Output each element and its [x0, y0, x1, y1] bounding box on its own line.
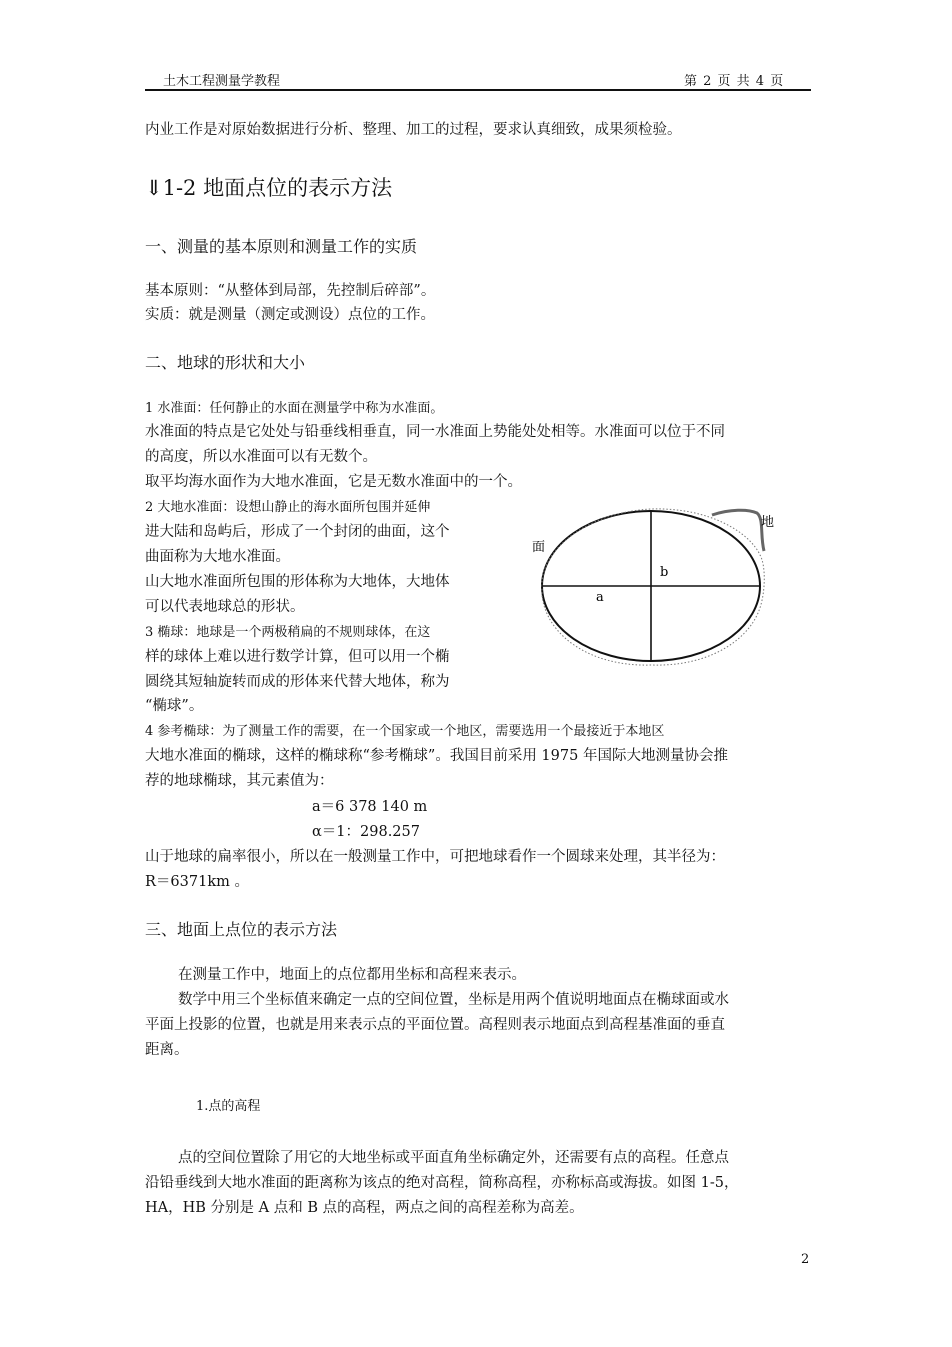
header-page-info: 第 2 页 共 4 页 — [684, 74, 785, 89]
s2-line-7: 曲面称为大地水准面。 — [145, 549, 290, 565]
s2-line-13: “椭球”。 — [145, 698, 204, 714]
formula-a: a＝6 378 140 m — [312, 799, 428, 815]
header-title: 土木工程测量学教程 — [163, 74, 281, 89]
s3-subheading: 1.点的高程 — [196, 1099, 261, 1114]
s2-line-3: 的高度，所以水准面可以有无数个。 — [145, 449, 377, 465]
s1-essence: 实质：就是测量（测定或测设）点位的工作。 — [145, 307, 435, 323]
s2-line-1: 1 水准面：任何静止的水面在测量学中称为水准面。 — [145, 401, 444, 416]
s2-line-11: 样的球体上难以进行数学计算，但可以用一个椭 — [145, 649, 450, 665]
formula-alpha: α＝1：298.257 — [312, 824, 420, 840]
header-rule — [145, 89, 811, 91]
label-a: a — [596, 590, 604, 605]
label-mian: 面 — [532, 540, 546, 555]
s2-line-4: 取平均海水面作为大地水准面，它是无数水准面中的一个。 — [145, 474, 522, 490]
s2-line-9: 可以代表地球总的形状。 — [145, 599, 305, 615]
s3-para-3c: HA，HB 分别是 A 点和 B 点的高程，两点之间的高程差称为高差。 — [145, 1200, 584, 1216]
s2-line-12: 圆绕其短轴旋转而成的形体来代替大地体，称为 — [145, 674, 450, 690]
s3-para-3b: 沿铅垂线到大地水准面的距离称为该点的绝对高程，简称高程，亦称标高或海拔。如图 1-5， — [145, 1175, 739, 1191]
s3-para-2c: 距离。 — [145, 1042, 189, 1058]
s3-para-1: 在测量工作中，地面上的点位都用坐标和高程来表示。 — [178, 967, 526, 983]
s2-line-10: 3 椭球：地球是一个两极稍扁的不规则球体，在这 — [145, 625, 431, 640]
ellipsoid-figure — [520, 495, 790, 680]
terrain-curve — [712, 510, 764, 551]
s3-para-3a: 点的空间位置除了用它的大地坐标或平面直角坐标确定外，还需要有点的高程。任意点 — [178, 1150, 729, 1166]
s3-para-2a: 数学中用三个坐标值来确定一点的空间位置，坐标是用两个值说明地面点在椭球面或水 — [178, 992, 729, 1008]
s2-line-2: 水准面的特点是它处处与铅垂线相垂直，同一水准面上势能处处相等。水准面可以位于不同 — [145, 424, 725, 440]
s3-heading: 三、地面上点位的表示方法 — [145, 920, 338, 939]
s2-line-18: R＝6371km 。 — [145, 874, 249, 890]
s2-line-17: 山于地球的扁率很小，所以在一般测量工作中，可把地球看作一个圆球来处理，其半径为： — [145, 849, 725, 865]
s3-para-2b: 平面上投影的位置，也就是用来表示点的平面位置。高程则表示地面点到高程基准面的垂直 — [145, 1017, 725, 1033]
intro-line: 内业工作是对原始数据进行分析、整理、加工的过程，要求认真细致，成果须检验。 — [145, 122, 682, 138]
section-title: ⇓1-2 地面点位的表示方法 — [145, 176, 393, 200]
s2-line-14: 4 参考椭球：为了测量工作的需要，在一个国家或一个地区，需要选用一个最接近于本地区 — [145, 724, 665, 739]
s2-line-15: 大地水准面的椭球，这样的椭球称“参考椭球”。我国目前采用 1975 年国际大地测量协会推 — [145, 748, 728, 764]
page-number: 2 — [801, 1252, 810, 1267]
s2-line-16: 荐的地球椭球，其元素值为： — [145, 773, 334, 789]
s2-line-8: 山大地水准面所包围的形体称为大地体，大地体 — [145, 574, 450, 590]
s2-line-6: 进大陆和岛屿后，形成了一个封闭的曲面，这个 — [145, 524, 450, 540]
s1-principle: 基本原则：“从整体到局部，先控制后碎部”。 — [145, 283, 436, 299]
label-di: 地 — [761, 515, 775, 530]
label-b: b — [660, 565, 669, 580]
s2-heading: 二、地球的形状和大小 — [145, 353, 306, 372]
s2-line-5: 2 大地水准面：设想山静止的海水面所包围并延伸 — [145, 500, 431, 515]
s1-heading: 一、测量的基本原则和测量工作的实质 — [145, 237, 418, 256]
